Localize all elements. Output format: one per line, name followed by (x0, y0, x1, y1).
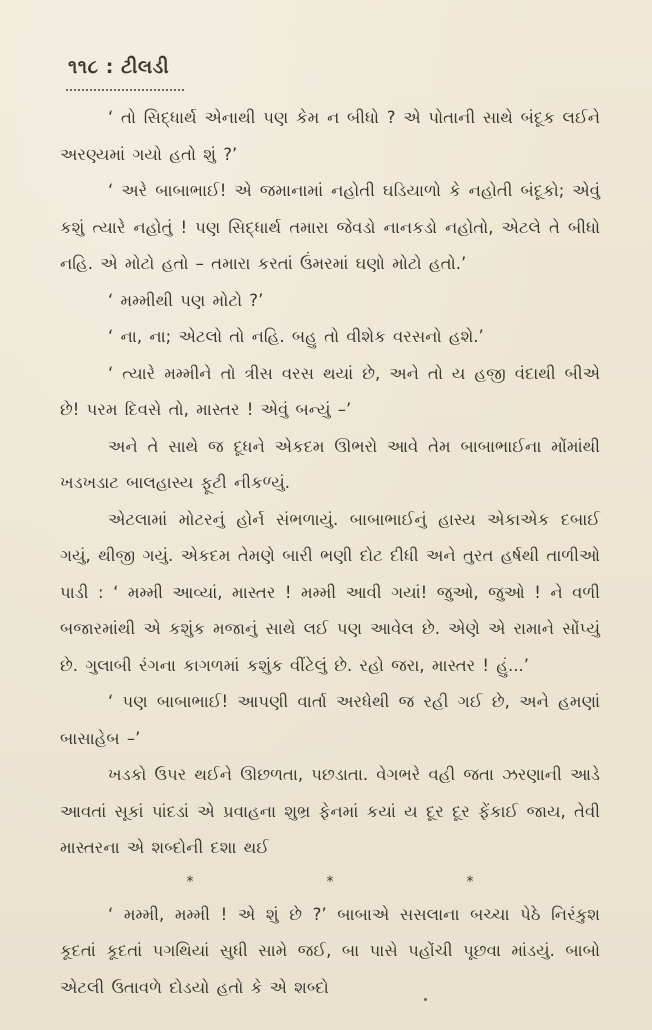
header-separator: : (105, 56, 114, 78)
page-number: ૧૧૮ (68, 56, 99, 78)
header-underline (66, 86, 184, 91)
paragraph: ‘ અરે બાબાભાઈ! એ જમાનામાં નહોતી ઘડિયાળો કે નહોતી બંદૂકો; એવું કશું ત્યારે નહોતું ! પણ સિદ્ધાર્થ તમારા જેવડો નાનકડો નહોતો, એટલે તે બીધો નહિ. એ મોટો હતો – તમારા કરતાં ઉંમરમાં ઘણો મોટો હતો.’ (60, 181, 600, 273)
paragraph: એટલામાં મોટરનું હોર્ન સંભળાયું. બાબાભાઈનું હાસ્ય એકાએક દબાઈ ગયું, થીજી ગયું. એકદમ તેમણે બારી ભણી દોટ દીધી અને તુરત હર્ષથી તાળીઓ પાડી : ‘ મમ્મી આવ્યાં, માસ્તર ! મમ્મી આવી ગયાં! જુઓ, જુઓ ! ને વળી બજારમાંથી એ કશુંક મજાનું સાથે લઈ પણ આવેલ છે. એણે એ રામાને સોંપ્યું છે. ગુલાબી રંગના કાગળમાં કશુંક વીંટેલું છે. રહો જરા, માસ્તર ! હું...’ (60, 509, 600, 675)
paragraph: ‘ મમ્મી, મમ્મી ! એ શું છે ?’ બાબાએ સસલાના બચ્ચા પેઠે નિરંકુશ કૂદતાં કૂદતાં પગથિયાં સુધી સામે જઈ, બા પાસે પહોંચી પૂછવા માંડયું. બાબો એટલી ઉતાવળે દોડયો હતો કે એ શબ્દો (60, 904, 600, 997)
paragraph: ‘ મમ્મીથી પણ મોટો ?’ (108, 290, 264, 310)
running-header (68, 56, 169, 78)
paragraph: ‘ ના, ના; એટલો તો નહિ. બહુ તો વીશેક વરસનો હશે.’ (108, 327, 484, 346)
paragraph: ‘ તો સિદ્ધાર્થ એનાથી પણ કેમ ન બીધો ? એ પોતાની સાથે બંદૂક લઈને અરણ્યમાં ગયો હતો શું ?’ (60, 108, 600, 164)
chapter-title: ટીલડી (120, 56, 170, 78)
paragraph: ‘ ત્યારે મમ્મીને તો ત્રીસ વરસ થયાં છે, અને તો ય હજી વંદાથી બીએ છે! પરમ દિવસે તો, માસ્તર ! એવું બન્યું –’ (60, 363, 600, 419)
paragraph: અને તે સાથે જ દૂધને એકદમ ઊભરો આવે તેમ બાબાભાઈના મોંમાંથી ખડખડાટ બાલહાસ્ય ફૂટી નીકળ્યું. (60, 436, 600, 492)
paragraph: ખડકો ઉપર થઈને ઊછળતા, પછડાતા. વેગભરે વહી જતા ઝરણાની આડે આવતાં સૂકાં પાંદડાં એ પ્રવાહના શુભ્ર ફેનમાં કયાં ય દૂર દૂર ફેંકાઈ જાય, તેવી માસ્તરના એ શબ્દોની દશા થઈ (60, 765, 600, 857)
section-break-star: * (466, 873, 474, 890)
body-text (60, 100, 600, 1006)
section-break-star: * (186, 873, 194, 890)
section-break (120, 867, 540, 897)
section-break-star: * (326, 873, 334, 890)
ink-dot (424, 998, 427, 1001)
paragraph: ‘ પણ બાબાભાઈ! આપણી વાર્તા અરધેથી જ રહી ગઈ છે, અને હમણાં બાસાહેબ –’ (60, 692, 600, 748)
